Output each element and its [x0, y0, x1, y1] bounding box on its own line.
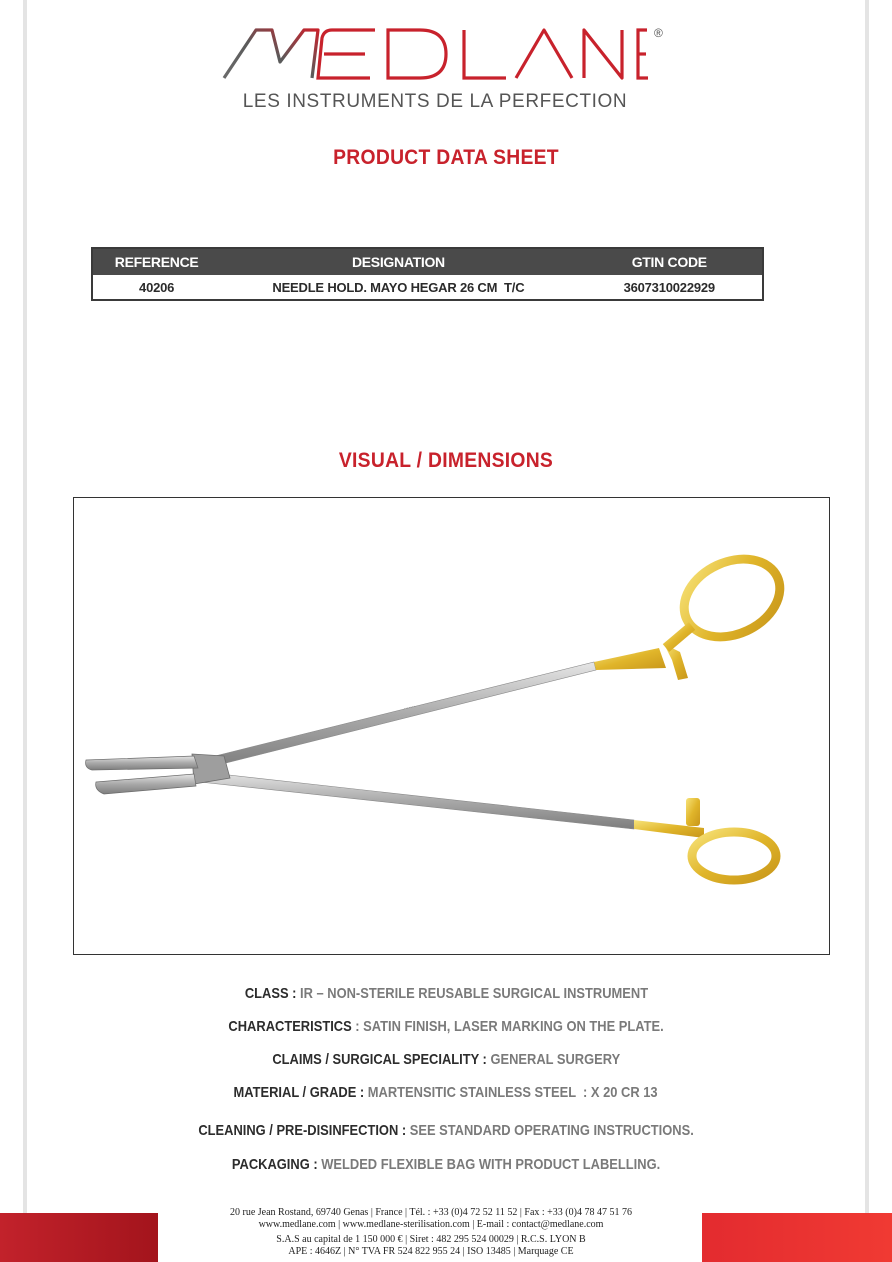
product-image-frame [73, 497, 830, 955]
designation-cell: NEEDLE HOLD. MAYO HEGAR 26 CM T/C [272, 279, 525, 295]
column-header-reference: REFERENCE [92, 248, 220, 275]
footer-contact: www.medlane.com | www.medlane-sterilisation.com | E-mail : contact@medlane.com [258, 1219, 604, 1230]
footer-registration: APE : 4646Z | N° TVA FR 524 822 955 24 | ISO 13485 | Marquage CE [288, 1246, 574, 1257]
spec-material-key: MATERIAL / GRADE : [233, 1084, 365, 1101]
page-border-left [23, 0, 27, 1262]
spec-characteristics [0, 1018, 892, 1035]
spec-material [0, 1084, 892, 1101]
spec-material-value: MARTENSITIC STAINLESS STEEL : X 20 CR 13 [364, 1084, 659, 1101]
spec-characteristics-value: : SATIN FINISH, LASER MARKING ON THE PLATE. [351, 1018, 664, 1035]
spec-packaging-value: WELDED FLEXIBLE BAG WITH PRODUCT LABELLING. [317, 1156, 661, 1173]
spec-class-value: IR – NON-STERILE REUSABLE SURGICAL INSTRUMENT [295, 985, 648, 1002]
table-header-row [92, 248, 763, 275]
brand-tagline: LES INSTRUMENTS DE LA PERFECTION [242, 91, 628, 112]
footer-red-bar-right [702, 1213, 892, 1262]
registered-mark: ® [654, 26, 663, 40]
footer-address: 20 rue Jean Rostand, 69740 Genas | France | Tél. : +33 (0)4 72 52 11 52 | Fax : +33 (0)4 78 47 51 76 [230, 1207, 632, 1218]
footer-red-bar-left [0, 1213, 158, 1262]
gtin-cell: 3607310022929 [623, 279, 715, 295]
spec-cleaning-key: CLEANING / PRE-DISINFECTION : [198, 1122, 407, 1139]
footer-company-info: S.A.S au capital de 1 150 000 € | Siret : 482 295 524 00029 | R.C.S. LYON B [276, 1234, 586, 1245]
page-border-right [865, 0, 869, 1262]
table-row [92, 275, 763, 300]
spec-cleaning-value: SEE STANDARD OPERATING INSTRUCTIONS. [406, 1122, 694, 1139]
spec-class [0, 985, 892, 1002]
svg-text:·······: ······· [403, 703, 416, 712]
spec-packaging-key: PACKAGING : [231, 1156, 318, 1173]
spec-claims [0, 1051, 892, 1068]
reference-table [91, 247, 764, 301]
product-data-sheet-title: PRODUCT DATA SHEET [333, 146, 559, 169]
column-header-gtin: GTIN CODE [577, 248, 763, 275]
spec-cleaning [0, 1122, 892, 1139]
spec-class-key: CLASS : [244, 985, 296, 1002]
visual-dimensions-title: VISUAL / DIMENSIONS [338, 449, 554, 472]
reference-cell: 40206 [139, 279, 175, 295]
spec-claims-key: CLAIMS / SURGICAL SPECIALITY : [272, 1051, 487, 1068]
spec-claims-value: GENERAL SURGERY [486, 1051, 620, 1068]
spec-packaging [0, 1156, 892, 1173]
column-header-designation: DESIGNATION [220, 248, 576, 275]
needle-holder-icon [74, 498, 831, 956]
spec-characteristics-key: CHARACTERISTICS [228, 1018, 352, 1035]
